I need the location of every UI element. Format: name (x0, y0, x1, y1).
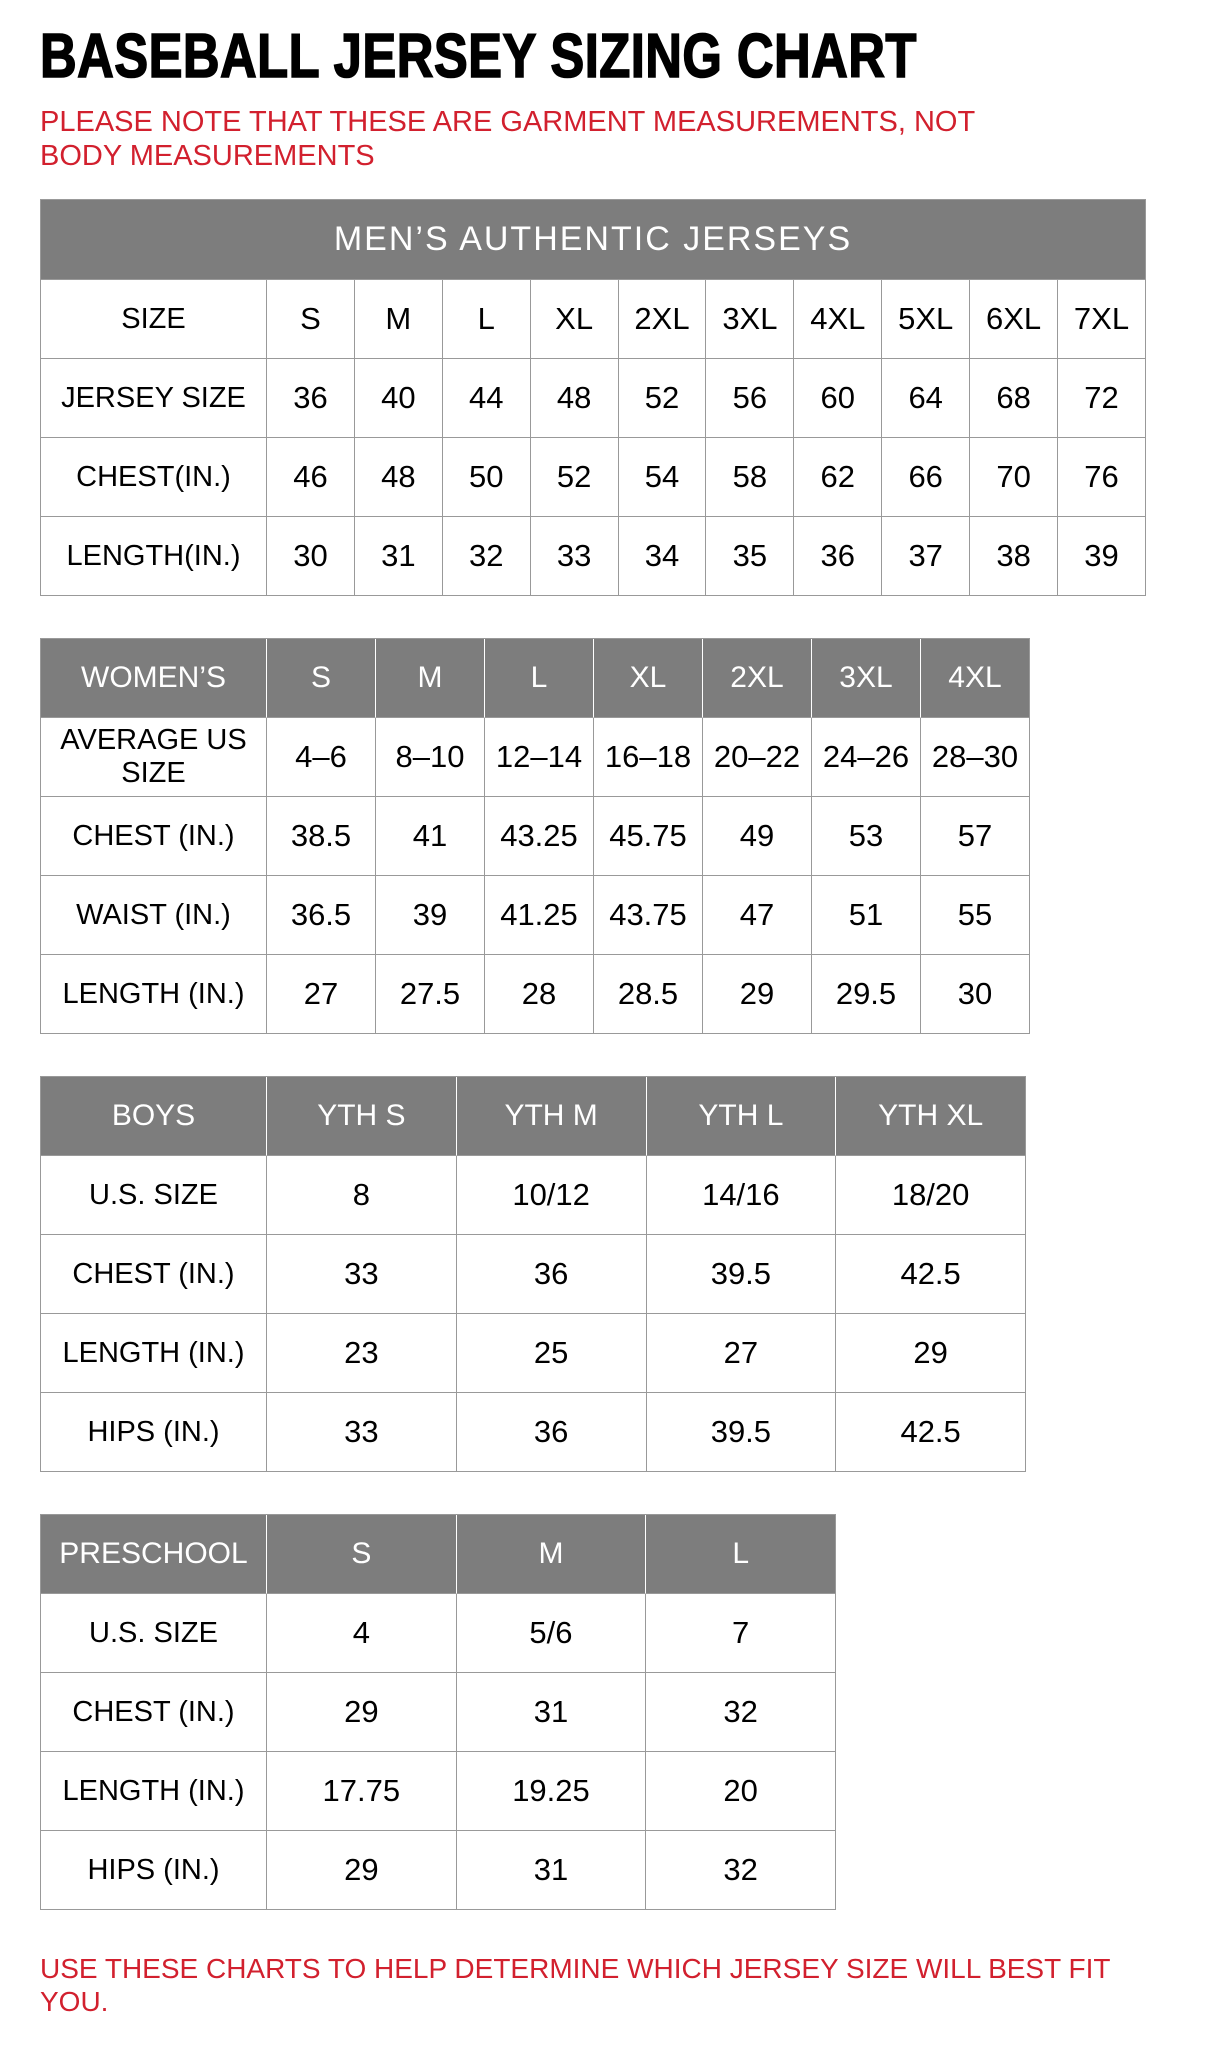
value-cell: 32 (646, 1831, 836, 1910)
boys-sizing-table (40, 1076, 1026, 1472)
value-cell: 72 (1058, 359, 1146, 438)
table-row (41, 1594, 836, 1673)
value-cell: 56 (706, 359, 794, 438)
value-cell: 33 (267, 1235, 457, 1314)
header-size-cell: L (485, 639, 594, 718)
value-cell: 8 (267, 1156, 457, 1235)
value-cell: 29 (267, 1673, 457, 1752)
table-row (41, 876, 1030, 955)
value-cell: 7XL (1058, 280, 1146, 359)
value-cell: 52 (531, 438, 619, 517)
value-cell: 25 (457, 1314, 647, 1393)
value-cell: 29 (703, 955, 812, 1034)
value-cell: 19.25 (457, 1752, 647, 1831)
value-cell: 37 (882, 517, 970, 596)
table-row (41, 1393, 1026, 1472)
value-cell: 36 (457, 1235, 647, 1314)
header-size-cell: M (457, 1515, 647, 1594)
value-cell: XL (531, 280, 619, 359)
value-cell: 8–10 (376, 718, 485, 797)
value-cell: 12–14 (485, 718, 594, 797)
value-cell: 66 (882, 438, 970, 517)
row-label-cell: CHEST (IN.) (41, 797, 267, 876)
value-cell: 20–22 (703, 718, 812, 797)
value-cell: 7 (646, 1594, 836, 1673)
value-cell: 46 (267, 438, 355, 517)
preschool-sizing-table (40, 1514, 836, 1910)
value-cell: 27 (647, 1314, 837, 1393)
value-cell: 43.25 (485, 797, 594, 876)
value-cell: 4 (267, 1594, 457, 1673)
table-row (41, 438, 1146, 517)
value-cell: L (443, 280, 531, 359)
row-label-cell: LENGTH(IN.) (41, 517, 267, 596)
header-size-cell: L (646, 1515, 836, 1594)
row-label-cell: JERSEY SIZE (41, 359, 267, 438)
value-cell: 40 (355, 359, 443, 438)
page-title: BASEBALL JERSEY SIZING CHART (40, 22, 917, 91)
table-title-row (41, 200, 1146, 280)
value-cell: 42.5 (836, 1235, 1026, 1314)
value-cell: 41.25 (485, 876, 594, 955)
value-cell: 39 (376, 876, 485, 955)
value-cell: 30 (267, 517, 355, 596)
table-row (41, 1752, 836, 1831)
table-row (41, 1156, 1026, 1235)
value-cell: 35 (706, 517, 794, 596)
header-size-cell: S (267, 1515, 457, 1594)
table-row (41, 718, 1030, 797)
header-label-cell: BOYS (41, 1077, 267, 1156)
value-cell: 28 (485, 955, 594, 1034)
value-cell: 32 (646, 1673, 836, 1752)
value-cell: 31 (457, 1673, 647, 1752)
value-cell: 2XL (619, 280, 707, 359)
value-cell: 14/16 (647, 1156, 837, 1235)
table-row (41, 1314, 1026, 1393)
value-cell: 5/6 (457, 1594, 647, 1673)
value-cell: 45.75 (594, 797, 703, 876)
value-cell: 28–30 (921, 718, 1030, 797)
table-header-row (41, 1077, 1026, 1156)
value-cell: 48 (531, 359, 619, 438)
table-row (41, 517, 1146, 596)
value-cell: 27.5 (376, 955, 485, 1034)
header-size-cell: YTH M (457, 1077, 647, 1156)
header-size-cell: 3XL (812, 639, 921, 718)
value-cell: 70 (970, 438, 1058, 517)
value-cell: 43.75 (594, 876, 703, 955)
row-label-cell: SIZE (41, 280, 267, 359)
value-cell: 4–6 (267, 718, 376, 797)
table-row (41, 1831, 836, 1910)
value-cell: 68 (970, 359, 1058, 438)
value-cell: 27 (267, 955, 376, 1034)
value-cell: 5XL (882, 280, 970, 359)
value-cell: 20 (646, 1752, 836, 1831)
value-cell: 29.5 (812, 955, 921, 1034)
value-cell: 39.5 (647, 1393, 837, 1472)
value-cell: 36.5 (267, 876, 376, 955)
garment-measurements-note: PLEASE NOTE THAT THESE ARE GARMENT MEASUREMENTS, NOT BODY MEASUREMENTS (40, 105, 975, 173)
value-cell: 32 (443, 517, 531, 596)
value-cell: 31 (355, 517, 443, 596)
value-cell: 17.75 (267, 1752, 457, 1831)
value-cell: 33 (531, 517, 619, 596)
header-size-cell: 2XL (703, 639, 812, 718)
table-row (41, 359, 1146, 438)
value-cell: 62 (794, 438, 882, 517)
value-cell: 58 (706, 438, 794, 517)
value-cell: S (267, 280, 355, 359)
row-label-cell: LENGTH (IN.) (41, 1314, 267, 1393)
table-row (41, 280, 1146, 359)
value-cell: 76 (1058, 438, 1146, 517)
row-label-cell: AVERAGE US SIZE (41, 718, 267, 797)
value-cell: 31 (457, 1831, 647, 1910)
table-header-row (41, 639, 1030, 718)
header-size-cell: S (267, 639, 376, 718)
row-label-cell: WAIST (IN.) (41, 876, 267, 955)
row-label-cell: CHEST(IN.) (41, 438, 267, 517)
value-cell: 42.5 (836, 1393, 1026, 1472)
value-cell: 24–26 (812, 718, 921, 797)
row-label-cell: LENGTH (IN.) (41, 955, 267, 1034)
value-cell: 49 (703, 797, 812, 876)
header-label-cell: WOMEN’S (41, 639, 267, 718)
value-cell: 57 (921, 797, 1030, 876)
value-cell: 55 (921, 876, 1030, 955)
row-label-cell: LENGTH (IN.) (41, 1752, 267, 1831)
value-cell: 3XL (706, 280, 794, 359)
row-label-cell: CHEST (IN.) (41, 1235, 267, 1314)
womens-sizing-table (40, 638, 1030, 1034)
value-cell: 36 (267, 359, 355, 438)
value-cell: 47 (703, 876, 812, 955)
table-row (41, 1673, 836, 1752)
value-cell: 51 (812, 876, 921, 955)
header-size-cell: XL (594, 639, 703, 718)
value-cell: 10/12 (457, 1156, 647, 1235)
table-row (41, 797, 1030, 876)
value-cell: 4XL (794, 280, 882, 359)
row-label-cell: U.S. SIZE (41, 1594, 267, 1673)
value-cell: M (355, 280, 443, 359)
value-cell: 30 (921, 955, 1030, 1034)
row-label-cell: U.S. SIZE (41, 1156, 267, 1235)
value-cell: 50 (443, 438, 531, 517)
value-cell: 60 (794, 359, 882, 438)
value-cell: 44 (443, 359, 531, 438)
value-cell: 29 (836, 1314, 1026, 1393)
value-cell: 36 (457, 1393, 647, 1472)
header-label-cell: PRESCHOOL (41, 1515, 267, 1594)
table-row (41, 1235, 1026, 1314)
row-label-cell: CHEST (IN.) (41, 1673, 267, 1752)
value-cell: 18/20 (836, 1156, 1026, 1235)
row-label-cell: HIPS (IN.) (41, 1831, 267, 1910)
header-size-cell: 4XL (921, 639, 1030, 718)
value-cell: 38 (970, 517, 1058, 596)
row-label-cell: HIPS (IN.) (41, 1393, 267, 1472)
value-cell: 48 (355, 438, 443, 517)
header-size-cell: YTH XL (836, 1077, 1026, 1156)
mens-sizing-table (40, 199, 1146, 596)
value-cell: 34 (619, 517, 707, 596)
table-row (41, 955, 1030, 1034)
table-header-row (41, 1515, 836, 1594)
value-cell: 39 (1058, 517, 1146, 596)
value-cell: 33 (267, 1393, 457, 1472)
value-cell: 41 (376, 797, 485, 876)
value-cell: 28.5 (594, 955, 703, 1034)
value-cell: 52 (619, 359, 707, 438)
value-cell: 16–18 (594, 718, 703, 797)
fit-guidance-note: USE THESE CHARTS TO HELP DETERMINE WHICH JERSEY SIZE WILL BEST FIT YOU. (40, 1953, 1110, 2018)
value-cell: 54 (619, 438, 707, 517)
header-size-cell: YTH S (267, 1077, 457, 1156)
value-cell: 36 (794, 517, 882, 596)
header-size-cell: YTH L (647, 1077, 837, 1156)
value-cell: 23 (267, 1314, 457, 1393)
header-size-cell: M (376, 639, 485, 718)
value-cell: 53 (812, 797, 921, 876)
table-title: MEN’S AUTHENTIC JERSEYS (41, 200, 1146, 280)
value-cell: 39.5 (647, 1235, 837, 1314)
value-cell: 38.5 (267, 797, 376, 876)
value-cell: 64 (882, 359, 970, 438)
value-cell: 29 (267, 1831, 457, 1910)
value-cell: 6XL (970, 280, 1058, 359)
